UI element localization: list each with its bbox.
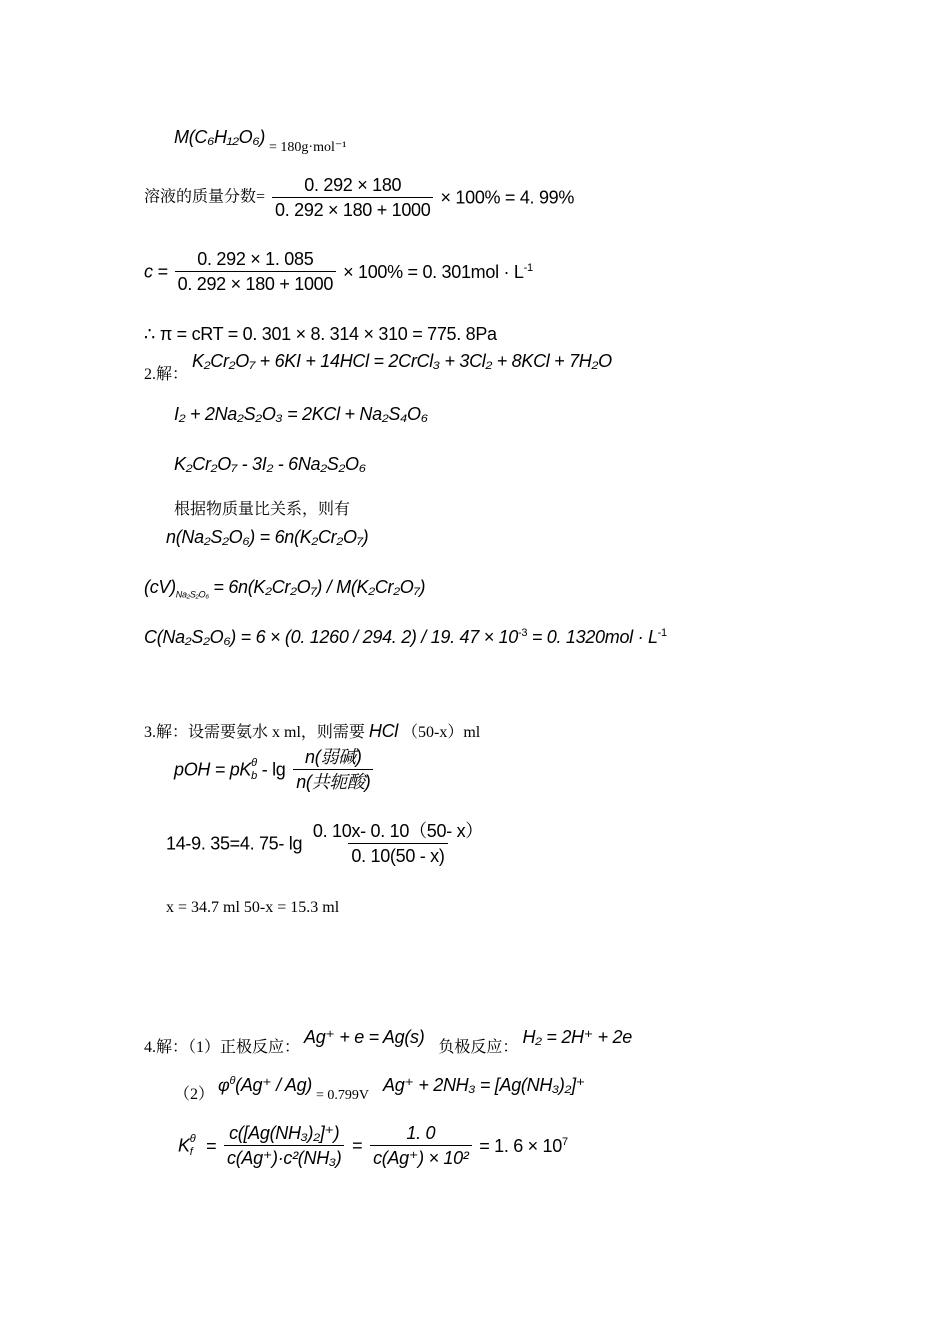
- q4-kf-fraction-1: [224, 1124, 344, 1167]
- q4-kf-sup: θ: [189, 1133, 196, 1146]
- q4-kf-scripts: [190, 1133, 196, 1157]
- q4-kf-sub: f: [189, 1145, 193, 1158]
- concentration-result: [343, 262, 533, 282]
- q3-poh-denominator: n(共轭酸): [293, 769, 373, 791]
- q2-label: 2.解：: [144, 366, 189, 383]
- mass-fraction-result: × 100% = 4. 99%: [440, 187, 575, 208]
- q4-kf-result-text: = 1. 6 × 10: [479, 1135, 562, 1156]
- q3-poh-fraction: [293, 748, 373, 791]
- q3-equation-line: [166, 822, 489, 865]
- q4-phi-arg: (Ag⁺ / Ag): [235, 1075, 312, 1095]
- q2-relation-text: 根据物质量比关系，则有: [174, 501, 351, 518]
- q4-kf-equals-2: =: [352, 1135, 363, 1156]
- q4-negative-label: 负极反应：: [438, 1039, 519, 1056]
- q4-kf-result-exp: 7: [561, 1135, 568, 1148]
- q4-kf-symbol: K: [178, 1135, 190, 1156]
- q3-rest: （50-x）ml: [402, 724, 481, 741]
- mass-fraction-denominator: 0. 292 × 180 + 1000: [272, 197, 433, 219]
- q3-poh-numerator: n(弱碱): [305, 747, 362, 767]
- molar-mass-rhs: = 180g·mol⁻¹: [269, 140, 347, 155]
- concentration-numerator: 0. 292 × 1. 085: [197, 249, 314, 269]
- mass-fraction-fraction: [272, 176, 433, 219]
- q3-result: x = 34.7 ml 50-x = 15.3 ml: [166, 899, 340, 916]
- q3-poh-line: [174, 748, 376, 791]
- q2-relation-3-tail-exp: -1: [657, 627, 667, 639]
- q4-label: 4.解：（1）正极反应：: [144, 1039, 301, 1056]
- q4-complex-reaction: Ag⁺ + 2NH₃ = [Ag(NH₃)₂]⁺: [383, 1075, 586, 1095]
- q4-kf-result: [479, 1136, 568, 1156]
- q4-kf-denominator-1: c(Ag⁺)·c²(NH₃): [224, 1145, 344, 1167]
- concentration-denominator: 0. 292 × 180 + 1000: [175, 271, 336, 293]
- mass-fraction-numerator: 0. 292 × 180: [304, 175, 402, 195]
- q3-pk-sub: b: [251, 769, 257, 782]
- q3-poh-lhs: pOH = pK: [174, 759, 252, 780]
- q2-equation-1: K₂Cr₂O₇ + 6KI + 14HCl = 2CrCl₃ + 3Cl₂ + 8KCl + 7H₂O: [192, 351, 612, 371]
- q3-equation-numerator: 0. 10x- 0. 10（50- x）: [312, 821, 483, 841]
- q2-relation-3-text: C(Na₂S₂O₆) = 6 × (0. 1260 / 294. 2) / 19. 47 × 10: [144, 627, 518, 647]
- concentration-result-text: × 100% = 0. 301mol · L: [343, 261, 524, 282]
- q4-kf-denominator-2: c(Ag⁺) × 10²: [370, 1145, 471, 1167]
- q2-relation-1: n(Na₂S₂O₆) = 6n(K₂Cr₂O₇): [166, 527, 369, 547]
- q4-kf-numerator-2: 1. 0: [406, 1123, 436, 1143]
- q3-equation-fraction: [310, 822, 486, 865]
- q2-equation-2: I₂ + 2Na₂S₂O₃ = 2KCl + Na₂S₄O₆: [174, 404, 428, 424]
- q3-pk-scripts: [251, 757, 257, 781]
- molar-mass-lhs: M(C₆H₁₂O₆): [174, 127, 266, 147]
- molar-mass-line: [174, 127, 347, 155]
- q2-relation-2-rhs: = 6n(K₂Cr₂O₇) / M(K₂Cr₂O₇): [213, 577, 426, 597]
- concentration-fraction: [175, 250, 336, 293]
- q2-relation-2: [144, 578, 425, 600]
- mass-fraction-line: [144, 176, 574, 219]
- q2-relation-2-lhs: (cV): [144, 577, 176, 597]
- q4-kf-fraction-2: [370, 1124, 471, 1167]
- q4-phi: [218, 1075, 312, 1095]
- q2-relation-3-exp: -3: [518, 627, 528, 639]
- q4-reactions-line: [144, 1027, 632, 1056]
- q2-relation-3: [144, 628, 667, 646]
- q2-relation-2-sub: Na₂S₂O₆: [175, 589, 209, 600]
- osmotic-pressure-line: ∴ π = cRT = 0. 301 × 8. 314 × 310 = 775. 8Pa: [144, 324, 497, 344]
- concentration-result-exp: -1: [523, 261, 533, 274]
- concentration-line: [144, 250, 533, 293]
- q4-kf-numerator-1: c([Ag(NH₃)₂]⁺): [229, 1123, 340, 1143]
- q3-pk-sup: θ: [251, 757, 257, 770]
- q4-negative-reaction: H₂ = 2H⁺ + 2e: [522, 1027, 632, 1047]
- q2-relation-3-tail: = 0. 1320mol · L: [531, 627, 658, 647]
- mass-fraction-label: 溶液的质量分数=: [144, 188, 266, 206]
- q2-equation-3: K₂Cr₂O₇ - 3I₂ - 6Na₂S₂O₆: [174, 454, 366, 474]
- q4-kf-line: [178, 1124, 568, 1167]
- q3-label: 3.解：设需要氨水 x ml，则需要: [144, 724, 365, 741]
- q2-reaction-line: [144, 351, 612, 383]
- q4-positive-reaction: Ag⁺ + e = Ag(s): [304, 1027, 425, 1047]
- q4-phi-value: = 0.799V: [316, 1088, 370, 1103]
- concentration-lhs: c =: [144, 261, 168, 282]
- q4-part2-line: [174, 1075, 586, 1103]
- q4-phi-sup: θ: [229, 1075, 236, 1087]
- q4-phi-symbol: φ: [218, 1075, 230, 1095]
- q4-kf-equals: =: [206, 1135, 217, 1156]
- q3-hcl: HCl: [368, 721, 399, 741]
- q3-equation-lhs: 14-9. 35=4. 75- lg: [166, 833, 303, 854]
- q3-equation-denominator: 0. 10(50 - x): [348, 843, 447, 865]
- q3-intro-line: [144, 722, 480, 741]
- q4-part2-label: （2）: [174, 1086, 215, 1103]
- q3-poh-mid: - lg: [261, 759, 286, 780]
